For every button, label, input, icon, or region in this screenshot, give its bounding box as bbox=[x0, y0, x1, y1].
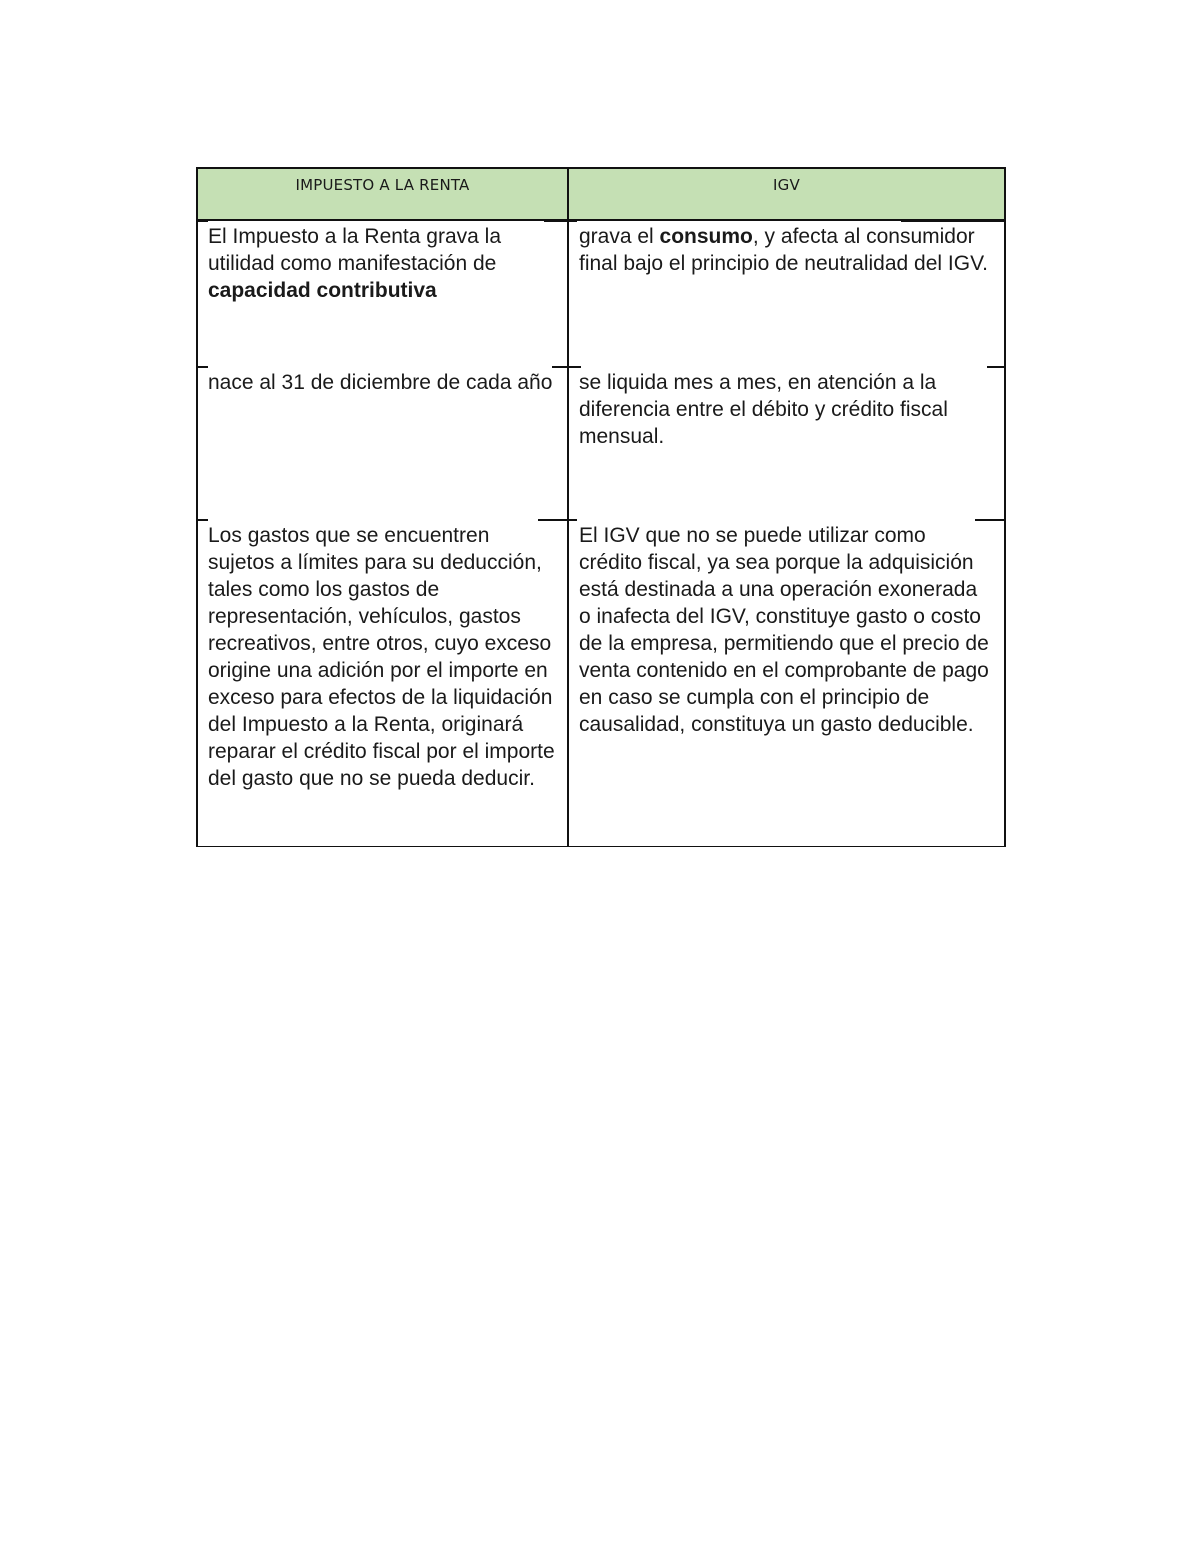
cell-text: se liquida mes a mes, en atención a la diferencia entre el débito y crédito fiscal mensual. bbox=[579, 370, 948, 448]
header-impuesto-renta: IMPUESTO A LA RENTA bbox=[197, 168, 568, 220]
cell-igv-row3 bbox=[568, 519, 1005, 846]
table-header-row bbox=[197, 168, 1005, 220]
cell-renta-row3 bbox=[197, 519, 568, 846]
cell-renta-row2 bbox=[197, 366, 568, 519]
cell-text: grava el consumo, y afecta al consumidor final bajo el principio de neutralidad del IGV. bbox=[579, 225, 988, 275]
cell-text: El Impuesto a la Renta grava la utilidad como manifestación de capacidad contributiva bbox=[208, 225, 501, 302]
table-row bbox=[197, 220, 1005, 366]
cell-text: Los gastos que se encuentren sujetos a límites para su deducción, tales como los gastos de representación, vehículos, gastos recreativos, entre otros, cuyo exceso origine una adición por el importe en exceso para efectos de la liquidación del Impuesto a la Renta, originará reparar el crédito fiscal por el importe del gasto que no se pueda deducir. bbox=[208, 523, 555, 790]
bold-term-capacidad: capacidad contributiva bbox=[208, 279, 437, 302]
bold-term-consumo: consumo bbox=[659, 225, 753, 248]
cell-text: nace al 31 de diciembre de cada año bbox=[208, 370, 553, 394]
header-igv: IGV bbox=[568, 168, 1005, 220]
cell-igv-row2 bbox=[568, 366, 1005, 519]
cell-renta-row1 bbox=[197, 220, 568, 366]
cell-text: El IGV que no se puede utilizar como crédito fiscal, ya sea porque la adquisición está destinada a una operación exonerada o inafecta del IGV, constituye gasto o costo de la empresa, permitiendo que el precio de venta contenido en el comprobante de pago en caso se cumpla con el principio de causalidad, constituya un gasto deducible. bbox=[579, 523, 989, 736]
table-row bbox=[197, 366, 1005, 519]
table-row bbox=[197, 519, 1005, 846]
comparison-table bbox=[196, 167, 1006, 847]
cell-igv-row1 bbox=[568, 220, 1005, 366]
